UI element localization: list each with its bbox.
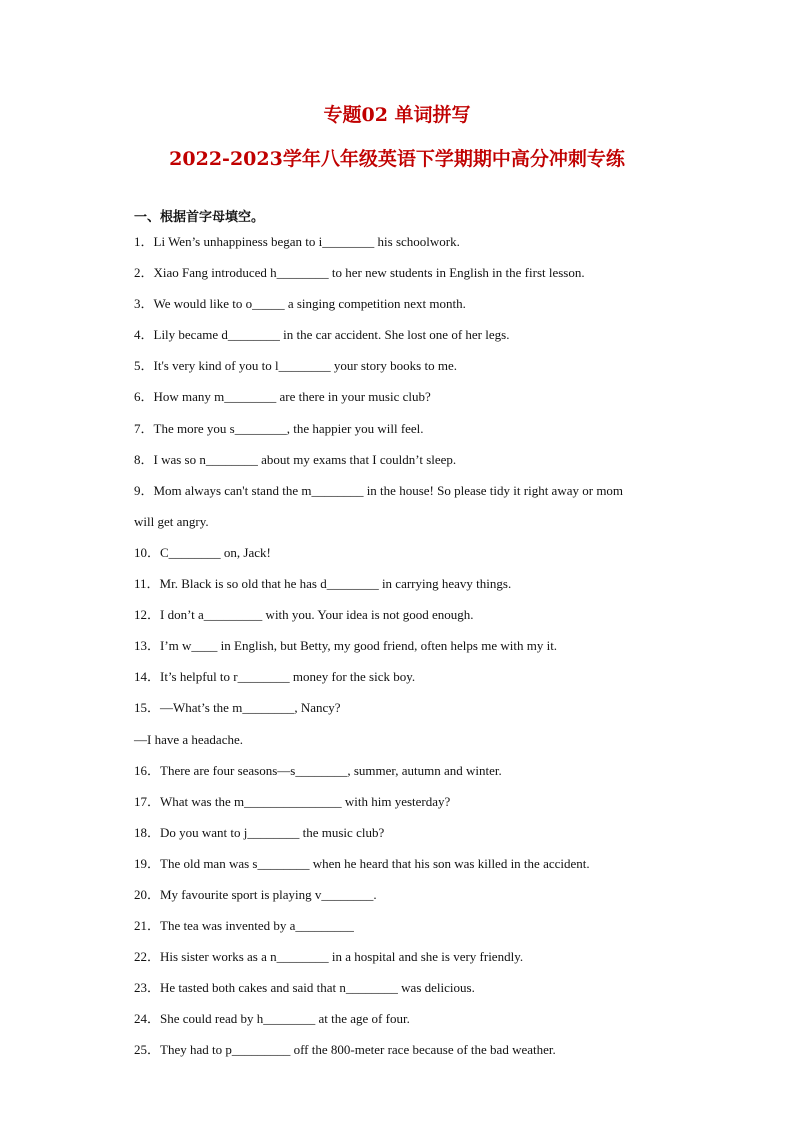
question-line: 1．Li Wen’s unhappiness began to i________ his schoolwork. bbox=[134, 234, 460, 249]
question-line: 12．I don’t a_________ with you. Your idea is not good enough. bbox=[134, 607, 474, 623]
question-line: 17．What was the m_______________ with him yesterday? bbox=[134, 793, 451, 809]
question-line: 16．There are four seasons—s________, summer, autumn and winter. bbox=[134, 762, 502, 778]
page-title: 专题02 单词拼写 bbox=[323, 104, 471, 126]
question-line: 2．Xiao Fang introduced h________ to her new students in English in the first lesson. bbox=[134, 265, 585, 281]
question-line: 25．They had to p_________ off the 800-meter race because of the bad weather. bbox=[134, 1042, 556, 1058]
question-line: 15．—What’s the m________, Nancy? bbox=[134, 700, 341, 716]
question-line: 3．We would like to o_____ a singing competition next month. bbox=[134, 296, 466, 312]
question-line: 6．How many m________ are there in your music club? bbox=[134, 389, 431, 405]
question-line-answer: —I have a headache. bbox=[134, 731, 243, 747]
section-heading: 一、根据首字母填空。 bbox=[134, 210, 265, 225]
question-line: 23．He tasted both cakes and said that n________ was delicious. bbox=[134, 980, 475, 996]
question-line: 21．The tea was invented by a_________ bbox=[134, 918, 354, 934]
question-line: 7．The more you s________, the happier you will feel. bbox=[134, 420, 424, 436]
question-line: 20．My favourite sport is playing v________. bbox=[134, 886, 377, 902]
question-list bbox=[134, 230, 674, 1070]
question-line: 8．I was so n________ about my exams that I couldn’t sleep. bbox=[134, 451, 457, 467]
page-subtitle: 2022-2023学年八年级英语下学期期中高分冲刺专练 bbox=[169, 148, 625, 170]
question-line: 4．Lily became d________ in the car accident. She lost one of her legs. bbox=[134, 327, 510, 343]
question-line: 9．Mom always can't stand the m________ in the house! So please tidy it right away or mom bbox=[134, 482, 624, 498]
question-line: 10．C________ on, Jack! bbox=[134, 544, 271, 560]
question-line: 22．His sister works as a n________ in a hospital and she is very friendly. bbox=[134, 949, 524, 965]
question-line: 24．She could read by h________ at the age of four. bbox=[134, 1011, 410, 1027]
question-line-continued: will get angry. bbox=[134, 513, 209, 529]
question-line: 11．Mr. Black is so old that he has d________ in carrying heavy things. bbox=[134, 576, 512, 592]
question-line: 13．I’m w____ in English, but Betty, my good friend, often helps me with my it. bbox=[134, 638, 558, 654]
question-line: 18．Do you want to j________ the music club? bbox=[134, 824, 385, 840]
question-line: 14．It’s helpful to r________ money for the sick boy. bbox=[134, 669, 416, 685]
question-line: 19．The old man was s________ when he heard that his son was killed in the accident. bbox=[134, 855, 590, 871]
question-line: 5．It's very kind of you to l________ your story books to me. bbox=[134, 358, 457, 374]
